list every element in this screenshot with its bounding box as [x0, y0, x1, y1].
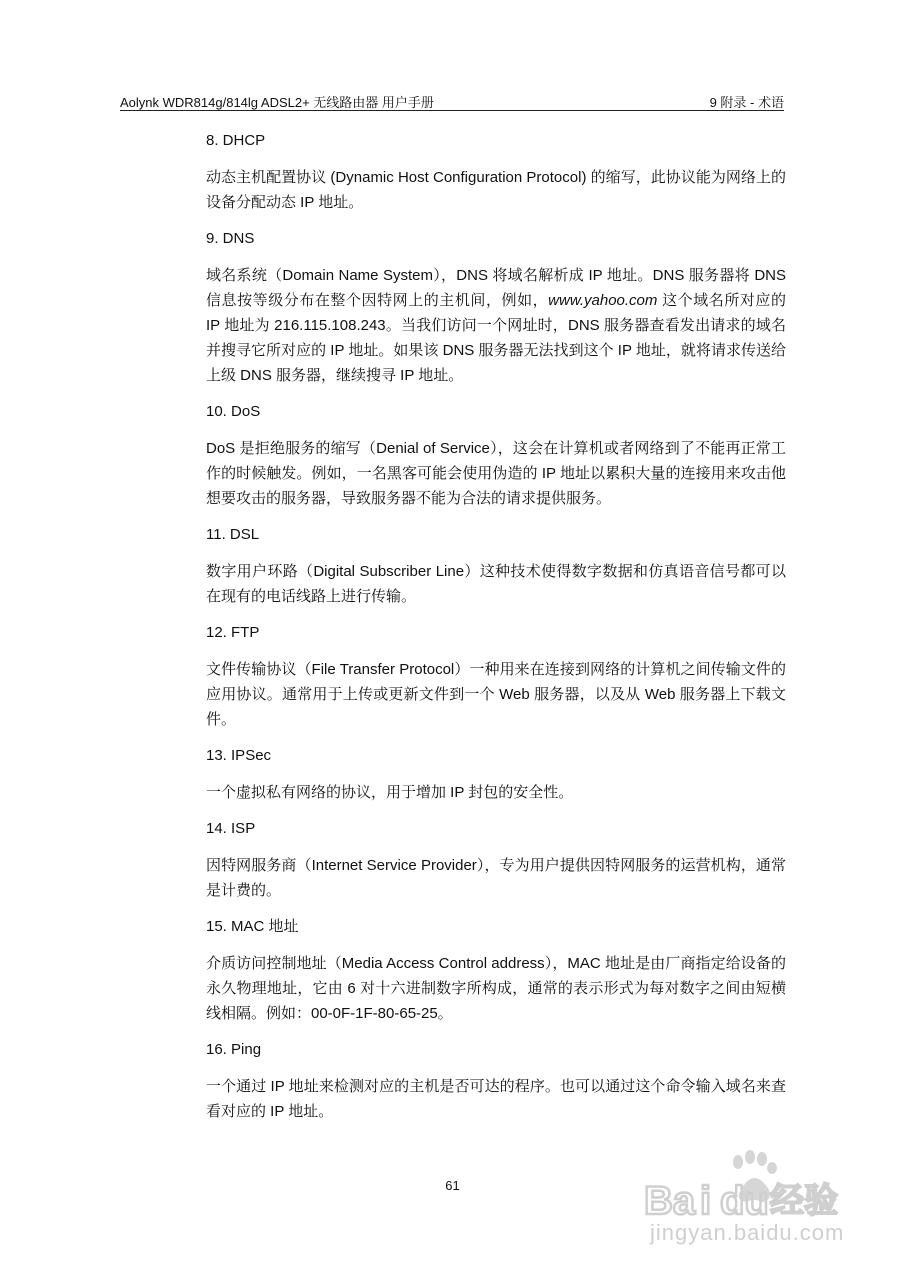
term-title: 12. FTP — [206, 624, 260, 641]
term-ping — [206, 1040, 786, 1124]
svg-text:Ba: Ba — [644, 1179, 696, 1220]
definition-text-part: 这个域名所对应的 IP 地址为 216.115.108.243。当我们访问一个网址时，DNS 服务器查看发出请求的域名并搜寻它所对应的 IP 地址。如果该 DNS 服务器无法找到这个 IP 地址，就将请求传送给上级 DNS 服务器，继续搜寻 IP 地址。 — [206, 292, 786, 384]
svg-text:i: i — [700, 1179, 712, 1220]
term-isp — [206, 819, 786, 903]
term-title: 9. DNS — [206, 230, 255, 247]
term-definition: 因特网服务商（Internet Service Provider），专为用户提供因特网服务的运营机构，通常是计费的。 — [206, 857, 786, 899]
page-header — [120, 92, 784, 111]
term-ipsec — [206, 746, 786, 805]
term-title: 14. ISP — [206, 820, 256, 837]
definition-text-part: 域名系统（Domain Name System），DNS 将域名解析成 IP 地址。DNS 服务器将 DNS 信息按等级分布在整个因特网上的主机间，例如， — [206, 267, 786, 309]
header-manual-title: Aolynk WDR814g/814lg ADSL2+ 无线路由器 用户手册 — [120, 95, 434, 110]
page-number: 61 — [445, 1178, 460, 1193]
term-definition: DoS 是拒绝服务的缩写（Denial of Service），这会在计算机或者网络到了不能再正常工作的时候触发。例如，一名黑客可能会使用伪造的 IP 地址以累积大量的连接用来攻击他想要攻击的服务器，导致服务器不能为合法的请求提供服务。 — [206, 440, 786, 507]
svg-text:经验: 经验 — [770, 1181, 838, 1220]
baidu-paw-logo-icon — [642, 1148, 857, 1220]
term-definition: 文件传输协议（File Transfer Protocol）一种用来在连接到网络的计算机之间传输文件的应用协议。通常用于上传或更新文件到一个 Web 服务器，以及从 Web 服务器上下载文件。 — [206, 661, 786, 728]
term-definition: 动态主机配置协议 (Dynamic Host Configuration Protocol) 的缩写，此协议能为网络上的设备分配动态 IP 地址。 — [206, 169, 786, 211]
watermark-site-url: jingyan.baidu.com — [650, 1220, 845, 1245]
term-title: 15. MAC 地址 — [206, 918, 299, 935]
term-dos — [206, 402, 786, 511]
term-definition: 数字用户环路（Digital Subscriber Line）这种技术使得数字数据和仿真语音信号都可以在现有的电话线路上进行传输。 — [206, 563, 786, 605]
term-definition — [206, 263, 786, 388]
term-title: 8. DHCP — [206, 132, 266, 149]
glossary-content — [206, 131, 786, 1138]
term-definition: 一个通过 IP 地址来检测对应的主机是否可达的程序。也可以通过这个命令输入域名来查看对应的 IP 地址。 — [206, 1078, 786, 1120]
example-url: www.yahoo.com — [548, 292, 658, 309]
term-ftp — [206, 623, 786, 732]
baidu-jingyan-watermark — [642, 1148, 857, 1258]
svg-text:du: du — [720, 1179, 769, 1220]
term-mac-address — [206, 917, 786, 1026]
term-title: 13. IPSec — [206, 747, 272, 764]
term-dhcp — [206, 131, 786, 215]
term-dsl — [206, 525, 786, 609]
term-definition: 一个虚拟私有网络的协议，用于增加 IP 封包的安全性。 — [206, 784, 574, 801]
term-dns — [206, 229, 786, 388]
term-title: 10. DoS — [206, 403, 261, 420]
term-title: 16. Ping — [206, 1041, 262, 1058]
term-title: 11. DSL — [206, 526, 260, 543]
term-definition: 介质访问控制地址（Media Access Control address），MAC 地址是由厂商指定给设备的永久物理地址，它由 6 对十六进制数字所构成，通常的表示形式为每对数字之间由短横线相隔。例如：00-0F-1F-80-65-25。 — [206, 955, 786, 1022]
header-section-title: 9 附录 - 术语 — [709, 95, 784, 110]
